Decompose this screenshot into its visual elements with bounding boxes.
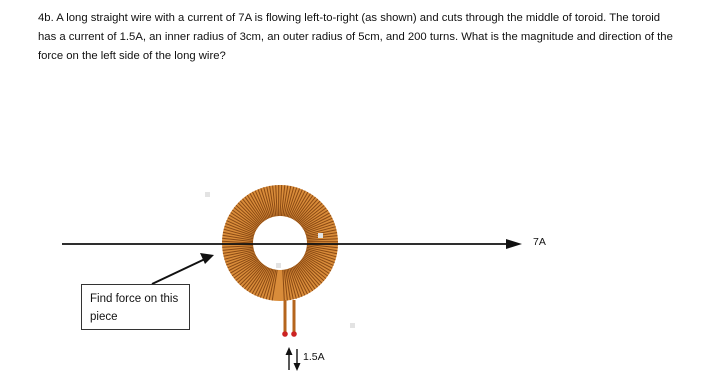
lead-marker-right: [291, 331, 297, 337]
wire-current-label: 7A: [533, 236, 546, 248]
figure-mark: [350, 323, 355, 328]
callout-pointer-arrowhead: [200, 253, 214, 264]
toroid-hole: [255, 218, 305, 268]
callout-box: Find force on this piece: [81, 284, 190, 330]
figure-mark: [276, 263, 281, 268]
toroid-current-label: 1.5A: [303, 351, 325, 363]
toroid-leads: [282, 300, 297, 337]
question-text: 4b. A long straight wire with a current of 7A is flowing left-to-right (as shown) and cuts through the middle of toroid. The toroid has a current of 1.5A, an inner radius of 3cm, an outer radius of 5cm, and 200 turns. What is the magnitude and direction of the force on the left side of the long wire?: [38, 12, 673, 62]
figure-mark: [318, 233, 323, 238]
current-arrows: [286, 347, 301, 371]
figure-mark: [205, 192, 210, 197]
callout-pointer: [152, 259, 205, 284]
wire-arrowhead: [506, 239, 522, 249]
lead-marker-left: [282, 331, 288, 337]
